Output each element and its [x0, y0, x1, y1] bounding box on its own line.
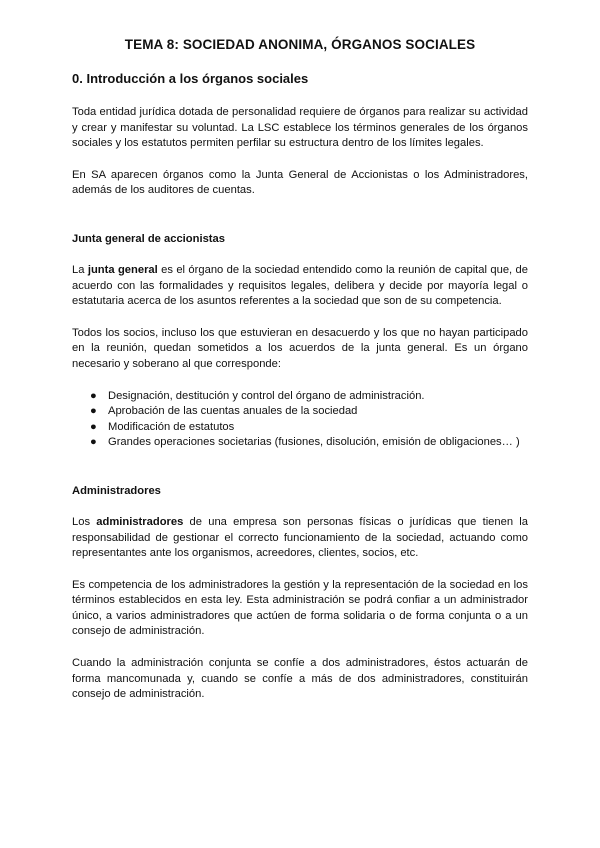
admin-paragraph-3: Cuando la administración conjunta se confíe a dos administradores, éstos actuarán de forma mancomunada y, cuando se confíe a más de dos administradores, constituirán consejo de administración. [72, 657, 528, 701]
junta-p1-pre: La [72, 263, 88, 276]
list-item [90, 435, 528, 451]
junta-general-term: junta general [87, 263, 158, 276]
list-item [90, 389, 528, 405]
section-admin-heading: Administradores [72, 484, 161, 497]
list-item [90, 420, 528, 436]
bullet-icon: ● [90, 436, 97, 449]
page-title: TEMA 8: SOCIEDAD ANONIMA, ÓRGANOS SOCIALES [124, 37, 476, 52]
admin-paragraph-1 [72, 515, 528, 562]
intro-paragraph-2: En SA aparecen órganos como la Junta General de Accionistas o los Administradores, además de los auditores de cuentas. [72, 168, 528, 197]
junta-competencias-list [72, 389, 528, 451]
junta-paragraph-2: Todos los socios, incluso los que estuvieran en desacuerdo y los que no hayan participado en la reunión, quedan sometidos a los acuerdos de la junta general. Es un órgano necesario y soberano al que corresponde: [72, 326, 528, 370]
section-intro-heading: 0. Introducción a los órganos sociales [72, 71, 309, 86]
admin-paragraph-2: Es competencia de los administradores la gestión y la representación de la sociedad en los términos establecidos en esta ley. Esta administración se podrá confiar a un administrador único, a varios administradores que actúen de forma solidaria o de forma conjunta o a un consejo de administración. [72, 578, 528, 638]
junta-paragraph-1 [72, 263, 528, 310]
junta-p1-post: es el órgano de la sociedad entendido como la reunión de capital que, de acuerdo con las formalidades y requisitos legales, delibera y decide por mayoría legal o estatutaria acerca de los asuntos referentes a la sociedad que son de su competencia. [72, 263, 528, 308]
section-junta-heading: Junta general de accionistas [72, 232, 225, 245]
bullet-icon: ● [90, 405, 97, 418]
intro-paragraph-1: Toda entidad jurídica dotada de personalidad requiere de órganos para realizar su actividad y crear y manifestar su voluntad. La LSC establece los términos generales de los órganos sociales y los estatutos permiten perfilar su estructura dentro de los límites legales. [72, 106, 528, 150]
bullet-icon: ● [90, 420, 97, 433]
bullet-icon: ● [90, 389, 97, 402]
list-item-text: Aprobación de las cuentas anuales de la sociedad [108, 405, 358, 418]
list-item [90, 404, 528, 420]
admin-p1-post: de una empresa son personas físicas o jurídicas que tienen la responsabilidad de gestionar el correcto funcionamiento de la sociedad, actuando como representantes ante los organismos, acreedores, clientes, socios, etc. [72, 515, 529, 560]
administradores-term: administradores [96, 515, 184, 528]
admin-p1-pre: Los [72, 515, 97, 528]
document-body [72, 71, 528, 703]
list-item-text: Designación, destitución y control del órgano de administración. [108, 389, 425, 402]
list-item-text: Grandes operaciones societarias (fusiones, disolución, emisión de obligaciones… ) [108, 436, 520, 449]
list-item-text: Modificación de estatutos [108, 420, 235, 433]
